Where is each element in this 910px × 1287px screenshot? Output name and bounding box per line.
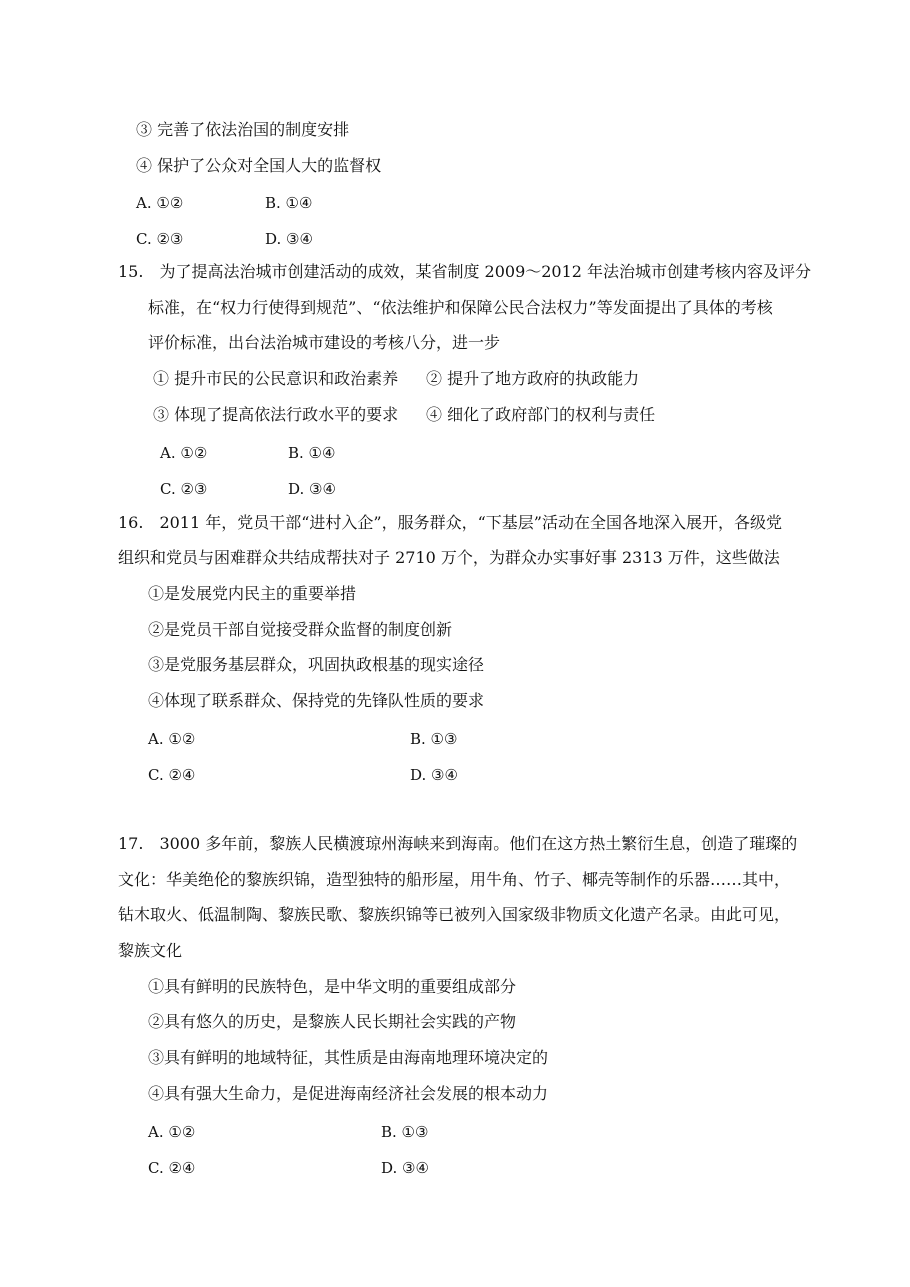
q16-stem-line-1: 16. 2011 年，党员干部“进村入企”，服务群众，“下基层”活动在全国各地深入展开，各级党 — [118, 513, 782, 532]
q14-item-3: ③ 完善了依法治国的制度安排 — [136, 120, 350, 139]
q15-option-a: A. ①② — [160, 444, 208, 462]
q16-option-c: C. ②④ — [148, 766, 196, 784]
q16-stem-line-2: 组织和党员与困难群众共结成帮扶对子 2710 万个，为群众办实事好事 2313 万件，这些做法 — [118, 548, 780, 567]
q17-stem-line-3: 钻木取火、低温制陶、黎族民歌、黎族织锦等已被列入国家级非物质文化遗产名录。由此可见， — [118, 905, 791, 924]
q15-stem-line-1: 15. 为了提高法治城市创建活动的成效，某省制度 2009～2012 年法治城市创建考核内容及评分 — [118, 262, 812, 281]
q17-option-c: C. ②④ — [148, 1159, 196, 1177]
q15-stem-line-3: 评价标准，出台法治城市建设的考核八分，进一步 — [148, 333, 501, 352]
q17-stem-line-4: 黎族文化 — [118, 941, 183, 960]
q14-item-4: ④ 保护了公众对全国人大的监督权 — [136, 156, 382, 175]
q14-option-c: C. ②③ — [136, 230, 184, 248]
q14-option-a: A. ①② — [136, 194, 184, 212]
q16-item-4: ④体现了联系群众、保持党的先锋队性质的要求 — [148, 691, 485, 710]
q17-item-4: ④具有强大生命力，是促进海南经济社会发展的根本动力 — [148, 1084, 549, 1103]
q17-option-b: B. ①③ — [381, 1123, 429, 1141]
q15-option-b: B. ①④ — [288, 444, 336, 462]
q15-item-2: ② 提升了地方政府的执政能力 — [426, 369, 640, 388]
q17-item-1: ①具有鲜明的民族特色，是中华文明的重要组成部分 — [148, 977, 517, 996]
q17-stem-line-1: 17. 3000 多年前，黎族人民横渡琼州海峡来到海南。他们在这方热土繁衍生息，创造了璀璨的 — [118, 834, 798, 853]
q17-item-3: ③具有鲜明的地域特征，其性质是由海南地理环境决定的 — [148, 1048, 549, 1067]
q14-option-b: B. ①④ — [265, 194, 313, 212]
q16-option-b: B. ①③ — [410, 730, 458, 748]
q15-item-4: ④ 细化了政府部门的权利与责任 — [426, 405, 656, 424]
q15-item-3: ③ 体现了提高依法行政水平的要求 — [153, 405, 399, 424]
q17-stem-line-2: 文化：华美绝伦的黎族织锦，造型独特的船形屋，用牛角、竹子、椰壳等制作的乐器……其中， — [118, 870, 791, 889]
q16-item-3: ③是党服务基层群众，巩固执政根基的现实途径 — [148, 655, 485, 674]
q15-option-d: D. ③④ — [288, 480, 336, 498]
q17-option-d: D. ③④ — [381, 1159, 429, 1177]
q17-item-2: ②具有悠久的历史，是黎族人民长期社会实践的产物 — [148, 1012, 517, 1031]
q15-option-c: C. ②③ — [160, 480, 208, 498]
q17-option-a: A. ①② — [148, 1123, 196, 1141]
q15-stem-line-2: 标准，在“权力行使得到规范”、“依法维护和保障公民合法权力”等发面提出了具体的考核 — [148, 298, 773, 317]
q16-item-1: ①是发展党内民主的重要举措 — [148, 584, 357, 603]
q16-option-a: A. ①② — [148, 730, 196, 748]
q15-item-1: ① 提升市民的公民意识和政治素养 — [153, 369, 399, 388]
q16-item-2: ②是党员干部自觉接受群众监督的制度创新 — [148, 620, 453, 639]
q14-option-d: D. ③④ — [265, 230, 313, 248]
q16-option-d: D. ③④ — [410, 766, 458, 784]
